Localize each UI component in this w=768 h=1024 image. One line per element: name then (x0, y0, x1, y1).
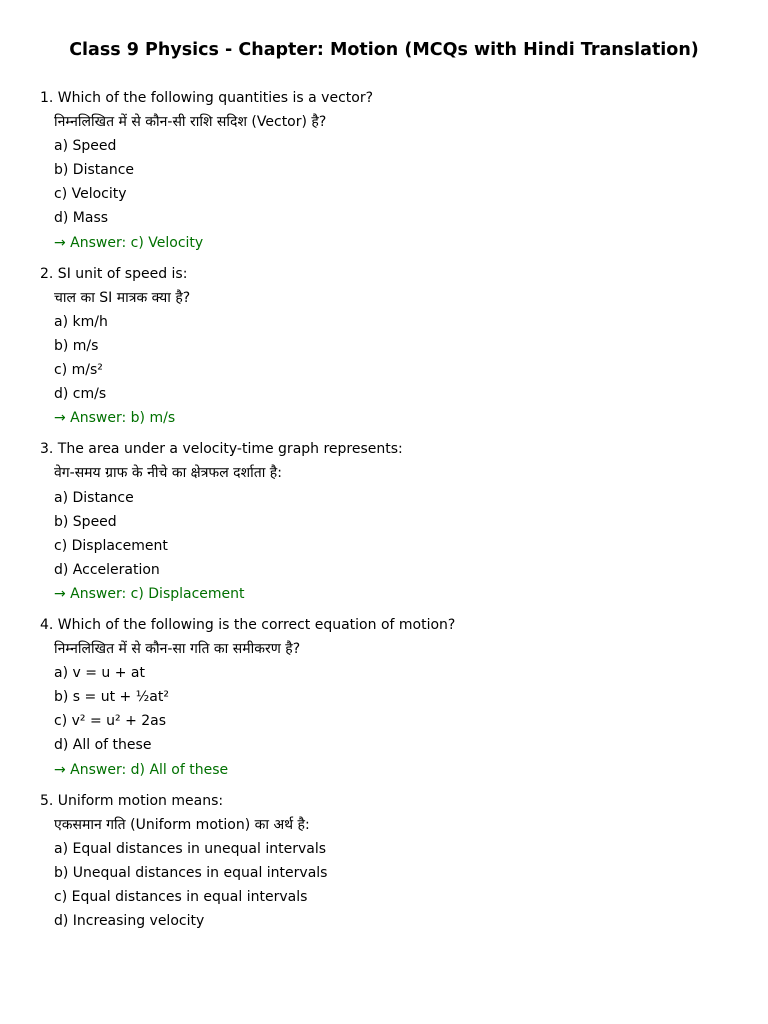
option-d: d) Mass (54, 210, 109, 227)
option-d: d) Increasing velocity (54, 913, 205, 930)
mcq-item-2 (40, 262, 740, 431)
mcq-item-4 (40, 613, 740, 782)
question-hindi: निम्नलिखित में से कौन-सा गति का समीकरण है? (54, 641, 301, 658)
answer-text: → Answer: b) m/s (54, 410, 176, 427)
mcq-item-5 (40, 789, 740, 934)
option-c: c) Equal distances in equal intervals (54, 889, 308, 905)
answer-text: → Answer: c) Velocity (54, 234, 204, 251)
question-text: 2. SI unit of speed is: (40, 265, 188, 282)
answer-text: → Answer: d) All of these (54, 761, 229, 778)
option-c: c) Displacement (54, 537, 168, 554)
option-b: b) m/s (54, 337, 99, 354)
option-c: c) Velocity (54, 186, 127, 203)
option-d: d) Acceleration (54, 561, 160, 578)
question-hindi: वेग-समय ग्राफ के नीचे का क्षेत्रफल दर्शाता है: (54, 465, 282, 482)
mcq-list (40, 86, 740, 940)
question-text: 1. Which of the following quantities is a vector? (40, 90, 374, 106)
option-c: c) v² = u² + 2as (54, 713, 167, 730)
question-hindi: एकसमान गति (Uniform motion) का अर्थ है: (54, 816, 310, 833)
option-a: a) Distance (54, 489, 134, 506)
option-a: a) km/h (54, 313, 108, 330)
option-b: b) Distance (54, 162, 135, 179)
option-c: c) m/s² (54, 362, 103, 379)
mcq-item-1 (40, 86, 740, 255)
option-a: a) Speed (54, 138, 117, 155)
question-text: 4. Which of the following is the correct equation of motion? (40, 616, 456, 633)
option-b: b) s = ut + ½at² (54, 689, 169, 706)
question-hindi: निम्नलिखित में से कौन-सी राशि सदिश (Vector) है? (54, 114, 327, 131)
question-text: 5. Uniform motion means: (40, 792, 224, 809)
option-a: a) Equal distances in unequal intervals (54, 840, 327, 857)
page-title: Class 9 Physics - Chapter: Motion (MCQs with Hindi Translation) (69, 40, 699, 60)
mcq-item-3 (40, 437, 740, 606)
option-d: d) All of these (54, 737, 152, 754)
option-a: a) v = u + at (54, 665, 145, 682)
option-d: d) cm/s (54, 386, 107, 403)
option-b: b) Speed (54, 513, 117, 530)
question-text: 3. The area under a velocity-time graph represents: (40, 441, 403, 458)
answer-text: → Answer: c) Displacement (54, 585, 245, 602)
option-b: b) Unequal distances in equal intervals (54, 864, 328, 881)
question-hindi: चाल का SI मात्रक क्या है? (54, 289, 191, 306)
